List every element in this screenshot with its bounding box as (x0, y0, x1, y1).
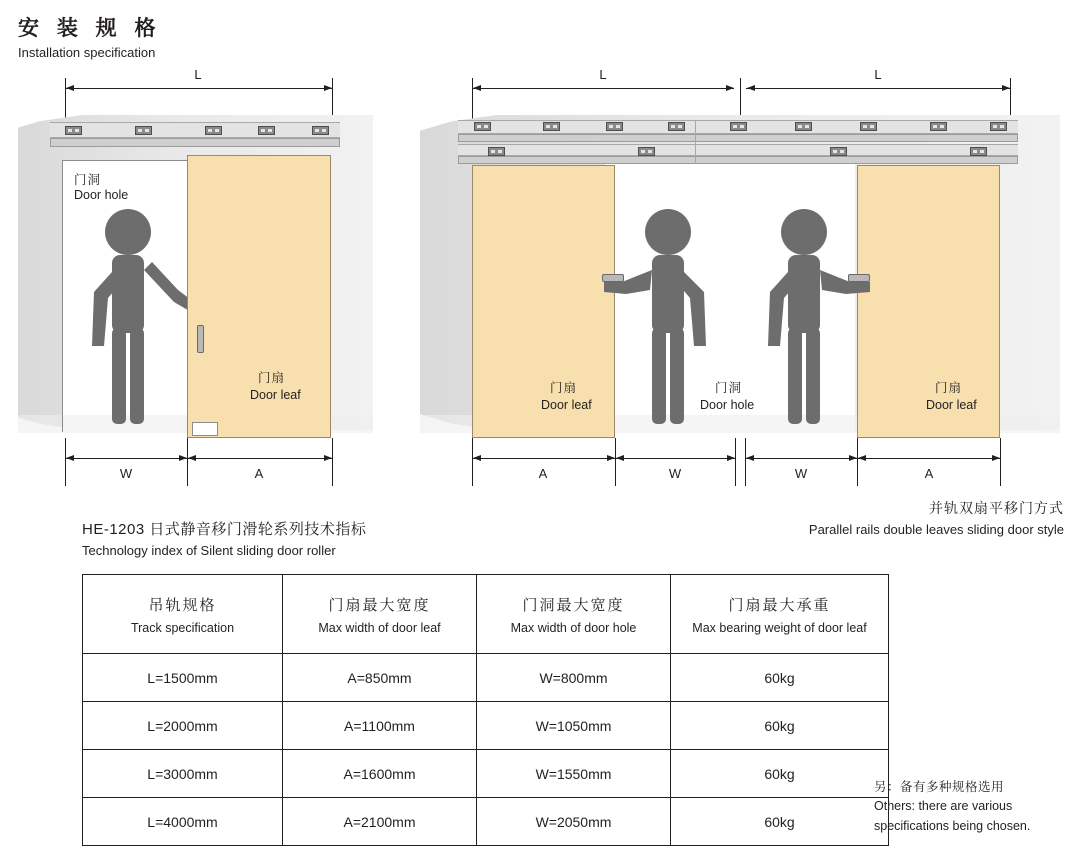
dim-tick-left-w-end (187, 438, 188, 486)
right-diagram-caption-en: Parallel rails double leaves sliding door style (808, 522, 1064, 537)
track-rail-right-back (458, 144, 1018, 156)
dim-arrow-right-a1-end (607, 455, 615, 461)
table-header-max-hole-width-cn: 门洞最大宽度 (522, 596, 625, 614)
dim-arrow-right-l2-end (1002, 85, 1010, 91)
table-header-max-hole-width (477, 575, 671, 654)
dim-label-right-l2: L (874, 67, 882, 82)
table-cell-track: L=4000mm (83, 798, 283, 846)
roller-icon (488, 147, 505, 156)
table-header-row (83, 575, 889, 654)
table-cell-hole-width: W=2050mm (477, 798, 671, 846)
table-cell-track: L=1500mm (83, 654, 283, 702)
dim-line-right-a2 (857, 458, 1000, 459)
door-handle-left (197, 325, 204, 353)
page-title-en: Installation specification (18, 45, 156, 60)
table-cell-weight: 60kg (671, 654, 889, 702)
table-cell-weight: 60kg (671, 750, 889, 798)
dim-line-right-a1 (472, 458, 615, 459)
dim-label-left-w: W (119, 466, 133, 481)
roller-icon (830, 147, 847, 156)
footnote-en-line1: Others: there are various (874, 799, 1013, 814)
track-rail-bar-left (50, 138, 340, 147)
table-cell-leaf-width: A=2100mm (283, 798, 477, 846)
roller-icon (543, 122, 560, 131)
dim-line-left-w (65, 458, 187, 459)
right-diagram (410, 60, 1070, 490)
table-cell-weight: 60kg (671, 702, 889, 750)
door-leaf-right-left-label-en: Door leaf (541, 398, 592, 412)
dim-arrow-left-a-end (324, 455, 332, 461)
dim-arrow-left-w-end (179, 455, 187, 461)
roller-icon (795, 122, 812, 131)
dim-tick-right-b1 (472, 438, 473, 486)
roller-icon (258, 126, 275, 135)
tech-index-heading-cn: HE-1203 日式静音移门滑轮系列技术指标 (82, 521, 367, 538)
roller-icon (930, 122, 947, 131)
dim-label-right-a1: A (538, 466, 548, 481)
roller-icon (970, 147, 987, 156)
door-jamb-line-left (62, 160, 63, 432)
roller-icon (312, 126, 329, 135)
door-bottom-guide-left (192, 422, 218, 436)
table-header-track-spec (83, 575, 283, 654)
door-leaf-right-right-label-cn: 门扇 (935, 381, 963, 395)
table-header-max-leaf-width-en: Max width of door leaf (318, 620, 441, 635)
table-header-track-spec-en: Track specification (130, 620, 235, 635)
roller-icon (205, 126, 222, 135)
table-cell-leaf-width: A=1600mm (283, 750, 477, 798)
table-row (83, 798, 889, 846)
dim-tick-right-b4 (745, 438, 746, 486)
dim-label-right-w2: W (794, 466, 808, 481)
roller-icon (990, 122, 1007, 131)
dim-arrow-right-a2-start (858, 455, 866, 461)
roller-icon (474, 122, 491, 131)
dim-arrow-right-w1-end (727, 455, 735, 461)
table-row (83, 750, 889, 798)
dim-line-left-l (65, 88, 332, 89)
dim-tick-right-b6 (1000, 438, 1001, 486)
person-figure-right-right (758, 200, 878, 430)
dim-line-left-a (187, 458, 332, 459)
dim-arrow-left-l-start (66, 85, 74, 91)
door-hole-right-label-cn: 门洞 (715, 381, 743, 395)
dim-arrow-right-w1-start (616, 455, 624, 461)
door-hole-label-en: Door hole (74, 188, 129, 202)
door-leaf-right-left-label-cn: 门扇 (550, 381, 578, 395)
tech-index-heading-en: Technology index of Silent sliding door roller (82, 543, 336, 558)
left-diagram (0, 60, 400, 490)
table-row (83, 702, 889, 750)
track-rail-bar-right-back (458, 156, 1018, 164)
dim-arrow-right-l1-end (726, 85, 734, 91)
page-title-cn: 安 装 规 格 (18, 17, 162, 40)
dim-tick-right-b3 (735, 438, 736, 486)
roller-icon (638, 147, 655, 156)
table-cell-weight: 60kg (671, 798, 889, 846)
table-cell-track: L=2000mm (83, 702, 283, 750)
roller-icon (606, 122, 623, 131)
table-header-max-hole-width-en: Max width of door hole (510, 620, 637, 635)
dim-tick-right-b5 (857, 438, 858, 486)
table-header-max-bearing-weight (671, 575, 889, 654)
table-cell-hole-width: W=1050mm (477, 702, 671, 750)
specification-table (82, 574, 889, 846)
footnote-cn: 另：备有多种规格选用 (874, 780, 1005, 794)
dim-arrow-right-l1-start (473, 85, 481, 91)
dim-arrow-left-a-start (188, 455, 196, 461)
table-cell-hole-width: W=800mm (477, 654, 671, 702)
dim-arrow-left-w-start (66, 455, 74, 461)
dim-label-right-w1: W (668, 466, 682, 481)
dim-line-right-l2 (746, 88, 1010, 89)
table-cell-track: L=3000mm (83, 750, 283, 798)
dim-arrow-left-l-end (324, 85, 332, 91)
roller-icon (135, 126, 152, 135)
dim-arrow-right-a1-start (473, 455, 481, 461)
track-rail-bar-right-front (458, 134, 1018, 142)
roller-icon (860, 122, 877, 131)
roller-icon (668, 122, 685, 131)
door-leaf-label-en: Door leaf (250, 388, 301, 402)
table-header-max-leaf-width-cn: 门扇最大宽度 (328, 596, 431, 614)
table-cell-leaf-width: A=850mm (283, 654, 477, 702)
dim-arrow-right-w2-end (849, 455, 857, 461)
person-figure-right-left (600, 200, 720, 430)
dim-tick-left-a-end (332, 438, 333, 486)
dim-label-right-a2: A (924, 466, 934, 481)
dim-arrow-right-l2-start (747, 85, 755, 91)
door-head-line-left (62, 160, 188, 161)
footnote-en-line2: specifications being chosen. (874, 818, 1031, 833)
right-diagram-caption-cn: 并轨双扇平移门方式 (929, 500, 1064, 516)
table-cell-hole-width: W=1550mm (477, 750, 671, 798)
dim-tick-left-w-start (65, 438, 66, 486)
footnote (874, 778, 1064, 836)
table-header-max-bearing-weight-en: Max bearing weight of door leaf (692, 620, 867, 635)
table-header-max-bearing-weight-cn: 门扇最大承重 (728, 596, 831, 614)
dim-line-right-l1 (472, 88, 734, 89)
dim-label-right-l1: L (599, 67, 607, 82)
door-leaf-right-right-label-en: Door leaf (926, 398, 977, 412)
table-row (83, 654, 889, 702)
rail-joint-line (695, 120, 696, 164)
dim-label-left-l: L (194, 67, 202, 82)
table-header-max-leaf-width (283, 575, 477, 654)
dim-line-right-w1 (615, 458, 735, 459)
dim-label-left-a: A (254, 466, 264, 481)
door-hole-label-cn: 门洞 (74, 173, 102, 187)
roller-icon (65, 126, 82, 135)
dim-arrow-right-a2-end (992, 455, 1000, 461)
dim-line-right-w2 (745, 458, 857, 459)
dim-arrow-right-w2-start (746, 455, 754, 461)
door-hole-right-label-en: Door hole (700, 398, 755, 412)
dim-tick-right-b2 (615, 438, 616, 486)
track-rail-left (50, 122, 340, 138)
roller-icon (730, 122, 747, 131)
door-leaf-label-cn: 门扇 (258, 371, 286, 385)
table-header-track-spec-cn: 吊轨规格 (148, 596, 217, 614)
table-cell-leaf-width: A=1100mm (283, 702, 477, 750)
